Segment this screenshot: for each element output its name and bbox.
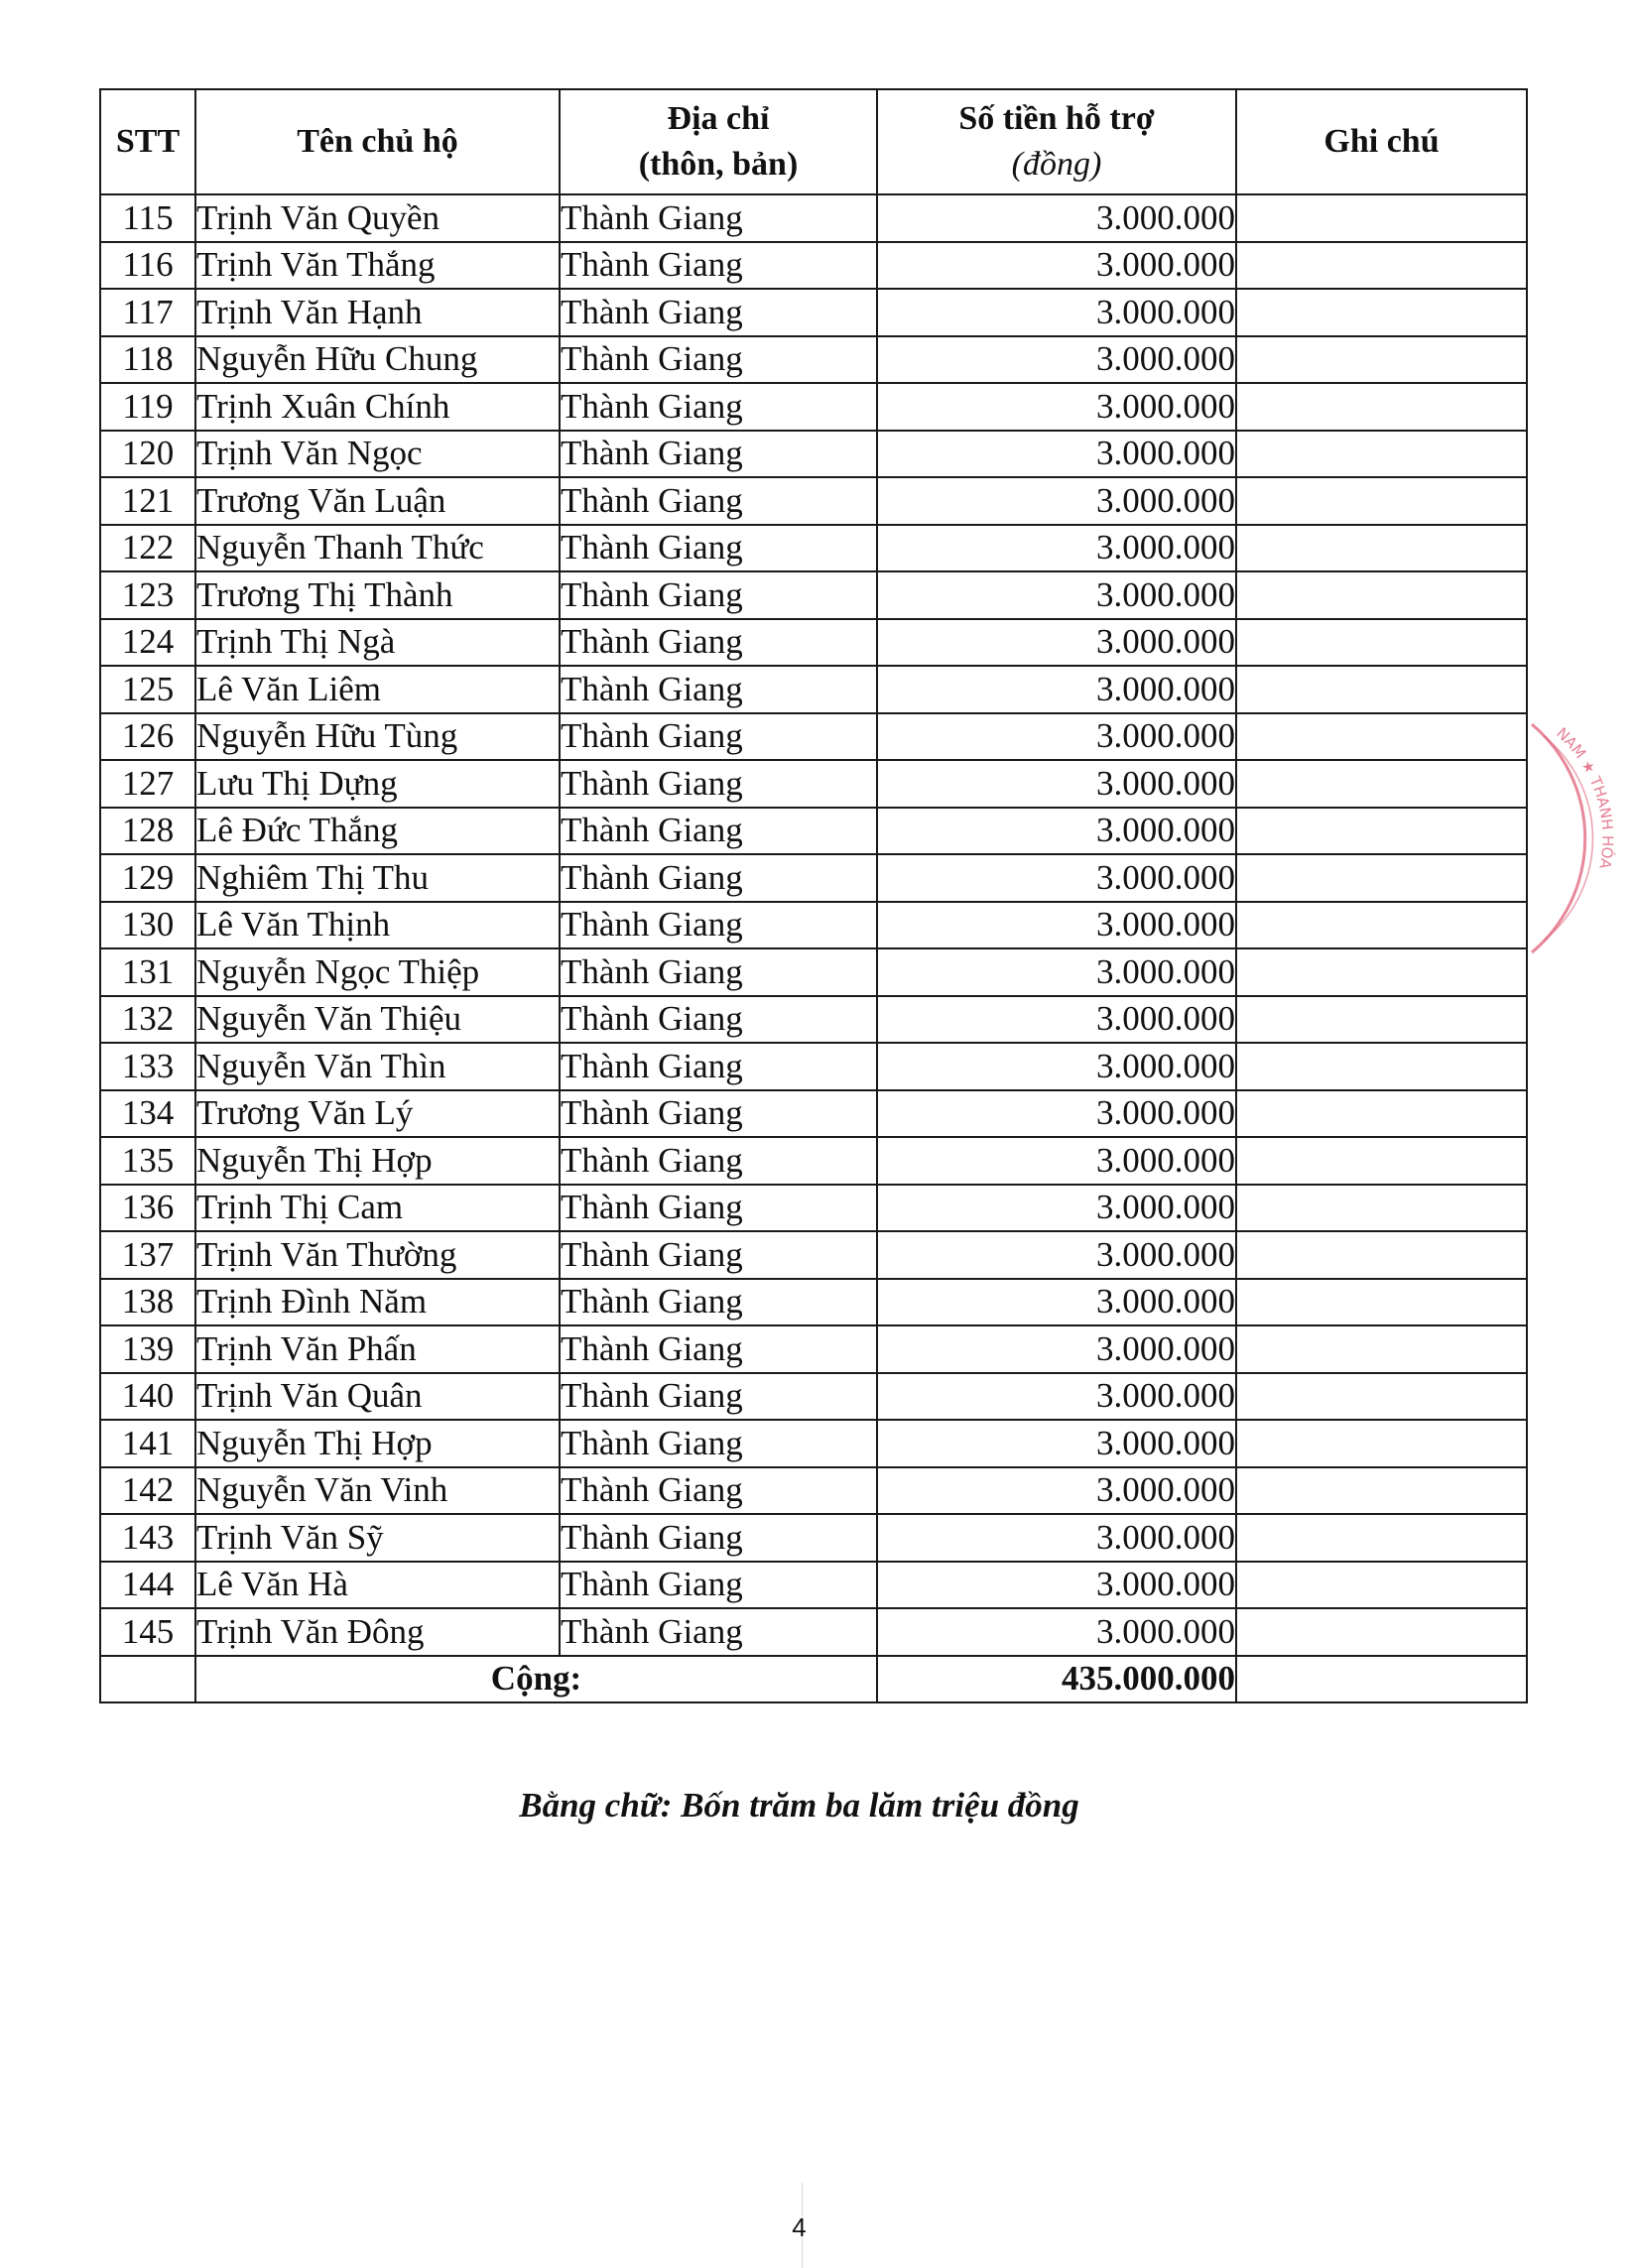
table-row bbox=[100, 477, 1527, 525]
row-household-name: Nguyễn Văn Vinh bbox=[195, 1467, 560, 1515]
row-amount: 3.000.000 bbox=[877, 1514, 1236, 1562]
row-household-name: Trịnh Thị Ngà bbox=[195, 619, 560, 667]
table-row bbox=[100, 1420, 1527, 1467]
row-note bbox=[1236, 1279, 1527, 1326]
row-address: Thành Giang bbox=[560, 1514, 877, 1562]
row-stt: 140 bbox=[100, 1373, 195, 1421]
row-amount: 3.000.000 bbox=[877, 760, 1236, 808]
header-address-line1: Địa chỉ bbox=[667, 100, 770, 137]
header-note: Ghi chú bbox=[1236, 89, 1527, 194]
row-stt: 118 bbox=[100, 336, 195, 384]
row-address: Thành Giang bbox=[560, 1467, 877, 1515]
household-support-table bbox=[99, 88, 1528, 1703]
row-household-name: Nghiêm Thị Thu bbox=[195, 854, 560, 902]
row-stt: 134 bbox=[100, 1090, 195, 1138]
row-note bbox=[1236, 996, 1527, 1044]
row-amount: 3.000.000 bbox=[877, 336, 1236, 384]
row-note bbox=[1236, 1137, 1527, 1185]
row-amount: 3.000.000 bbox=[877, 477, 1236, 525]
row-household-name: Trương Văn Lý bbox=[195, 1090, 560, 1138]
table-header-row bbox=[100, 89, 1527, 194]
table-row bbox=[100, 194, 1527, 242]
red-seal-stamp bbox=[1526, 714, 1635, 962]
header-stt: STT bbox=[100, 89, 195, 194]
row-note bbox=[1236, 1467, 1527, 1515]
row-household-name: Lê Văn Thịnh bbox=[195, 902, 560, 949]
row-amount: 3.000.000 bbox=[877, 713, 1236, 761]
row-note bbox=[1236, 1185, 1527, 1232]
row-amount: 3.000.000 bbox=[877, 525, 1236, 572]
row-address: Thành Giang bbox=[560, 383, 877, 431]
row-address: Thành Giang bbox=[560, 666, 877, 713]
row-address: Thành Giang bbox=[560, 1043, 877, 1090]
row-stt: 119 bbox=[100, 383, 195, 431]
row-amount: 3.000.000 bbox=[877, 383, 1236, 431]
row-amount: 3.000.000 bbox=[877, 1608, 1236, 1656]
row-address: Thành Giang bbox=[560, 1608, 877, 1656]
row-amount: 3.000.000 bbox=[877, 1420, 1236, 1467]
row-stt: 116 bbox=[100, 242, 195, 290]
row-amount: 3.000.000 bbox=[877, 666, 1236, 713]
header-amount-line1: Số tiền hỗ trợ bbox=[958, 100, 1155, 137]
row-address: Thành Giang bbox=[560, 194, 877, 242]
row-stt: 125 bbox=[100, 666, 195, 713]
row-note bbox=[1236, 1562, 1527, 1609]
table-body bbox=[100, 194, 1527, 1702]
header-address-line2: (thôn, bản) bbox=[638, 146, 799, 183]
row-note bbox=[1236, 477, 1527, 525]
row-stt: 144 bbox=[100, 1562, 195, 1609]
row-stt: 143 bbox=[100, 1514, 195, 1562]
row-household-name: Nguyễn Thị Hợp bbox=[195, 1420, 560, 1467]
row-household-name: Trịnh Đình Năm bbox=[195, 1279, 560, 1326]
row-household-name: Trịnh Văn Hạnh bbox=[195, 289, 560, 336]
row-amount: 3.000.000 bbox=[877, 242, 1236, 290]
table-row bbox=[100, 713, 1527, 761]
header-address bbox=[560, 89, 877, 194]
row-stt: 138 bbox=[100, 1279, 195, 1326]
row-household-name: Nguyễn Hữu Tùng bbox=[195, 713, 560, 761]
table-row bbox=[100, 336, 1527, 384]
header-amount bbox=[877, 89, 1236, 194]
row-address: Thành Giang bbox=[560, 525, 877, 572]
row-note bbox=[1236, 760, 1527, 808]
row-amount: 3.000.000 bbox=[877, 854, 1236, 902]
row-address: Thành Giang bbox=[560, 902, 877, 949]
table-row bbox=[100, 1185, 1527, 1232]
total-row bbox=[100, 1656, 1527, 1703]
row-household-name: Trịnh Văn Thường bbox=[195, 1231, 560, 1279]
row-amount: 3.000.000 bbox=[877, 194, 1236, 242]
row-stt: 130 bbox=[100, 902, 195, 949]
row-stt: 123 bbox=[100, 571, 195, 619]
row-household-name: Trịnh Văn Thắng bbox=[195, 242, 560, 290]
row-address: Thành Giang bbox=[560, 289, 877, 336]
row-address: Thành Giang bbox=[560, 242, 877, 290]
total-stt-cell bbox=[100, 1656, 195, 1703]
row-address: Thành Giang bbox=[560, 1231, 877, 1279]
row-address: Thành Giang bbox=[560, 619, 877, 667]
row-address: Thành Giang bbox=[560, 713, 877, 761]
row-note bbox=[1236, 1325, 1527, 1373]
row-stt: 124 bbox=[100, 619, 195, 667]
row-stt: 127 bbox=[100, 760, 195, 808]
row-amount: 3.000.000 bbox=[877, 902, 1236, 949]
table-row bbox=[100, 1562, 1527, 1609]
row-household-name: Trịnh Văn Đông bbox=[195, 1608, 560, 1656]
row-amount: 3.000.000 bbox=[877, 431, 1236, 478]
table-row bbox=[100, 1514, 1527, 1562]
row-note bbox=[1236, 1231, 1527, 1279]
row-stt: 129 bbox=[100, 854, 195, 902]
row-amount: 3.000.000 bbox=[877, 1090, 1236, 1138]
row-amount: 3.000.000 bbox=[877, 1185, 1236, 1232]
row-household-name: Nguyễn Hữu Chung bbox=[195, 336, 560, 384]
row-amount: 3.000.000 bbox=[877, 808, 1236, 855]
row-amount: 3.000.000 bbox=[877, 1231, 1236, 1279]
row-note bbox=[1236, 1090, 1527, 1138]
row-address: Thành Giang bbox=[560, 996, 877, 1044]
table-row bbox=[100, 525, 1527, 572]
total-note-cell bbox=[1236, 1656, 1527, 1703]
total-label: Cộng: bbox=[195, 1656, 877, 1703]
row-note bbox=[1236, 336, 1527, 384]
row-note bbox=[1236, 431, 1527, 478]
row-household-name: Trịnh Văn Sỹ bbox=[195, 1514, 560, 1562]
table-row bbox=[100, 383, 1527, 431]
table-row bbox=[100, 948, 1527, 996]
row-note bbox=[1236, 1043, 1527, 1090]
row-note bbox=[1236, 808, 1527, 855]
row-note bbox=[1236, 1514, 1527, 1562]
row-address: Thành Giang bbox=[560, 1137, 877, 1185]
row-stt: 132 bbox=[100, 996, 195, 1044]
row-household-name: Trịnh Văn Quân bbox=[195, 1373, 560, 1421]
row-stt: 120 bbox=[100, 431, 195, 478]
table-row bbox=[100, 1043, 1527, 1090]
table-row bbox=[100, 1325, 1527, 1373]
row-stt: 126 bbox=[100, 713, 195, 761]
row-amount: 3.000.000 bbox=[877, 1562, 1236, 1609]
row-note bbox=[1236, 383, 1527, 431]
seal-text: NAM ★ THANH HÓA bbox=[1553, 723, 1617, 871]
row-address: Thành Giang bbox=[560, 1373, 877, 1421]
row-stt: 142 bbox=[100, 1467, 195, 1515]
row-household-name: Nguyễn Thanh Thức bbox=[195, 525, 560, 572]
row-stt: 141 bbox=[100, 1420, 195, 1467]
row-note bbox=[1236, 194, 1527, 242]
row-note bbox=[1236, 242, 1527, 290]
row-amount: 3.000.000 bbox=[877, 948, 1236, 996]
row-note bbox=[1236, 289, 1527, 336]
table-row bbox=[100, 1231, 1527, 1279]
row-note bbox=[1236, 713, 1527, 761]
row-note bbox=[1236, 948, 1527, 996]
row-stt: 136 bbox=[100, 1185, 195, 1232]
row-household-name: Trịnh Văn Phấn bbox=[195, 1325, 560, 1373]
row-stt: 121 bbox=[100, 477, 195, 525]
row-note bbox=[1236, 666, 1527, 713]
header-amount-line2: (đồng) bbox=[1011, 146, 1102, 183]
row-address: Thành Giang bbox=[560, 571, 877, 619]
row-address: Thành Giang bbox=[560, 760, 877, 808]
row-household-name: Lê Văn Liêm bbox=[195, 666, 560, 713]
header-name: Tên chủ hộ bbox=[195, 89, 560, 194]
row-note bbox=[1236, 525, 1527, 572]
page-number: 4 bbox=[792, 2212, 807, 2242]
row-stt: 139 bbox=[100, 1325, 195, 1373]
row-address: Thành Giang bbox=[560, 808, 877, 855]
row-note bbox=[1236, 902, 1527, 949]
row-stt: 135 bbox=[100, 1137, 195, 1185]
row-stt: 115 bbox=[100, 194, 195, 242]
row-amount: 3.000.000 bbox=[877, 1467, 1236, 1515]
table-row bbox=[100, 760, 1527, 808]
row-address: Thành Giang bbox=[560, 336, 877, 384]
row-amount: 3.000.000 bbox=[877, 1373, 1236, 1421]
row-household-name: Nguyễn Ngọc Thiệp bbox=[195, 948, 560, 996]
row-household-name: Nguyễn Văn Thiệu bbox=[195, 996, 560, 1044]
row-household-name: Lưu Thị Dựng bbox=[195, 760, 560, 808]
row-household-name: Trịnh Văn Ngọc bbox=[195, 431, 560, 478]
row-address: Thành Giang bbox=[560, 854, 877, 902]
row-address: Thành Giang bbox=[560, 948, 877, 996]
row-amount: 3.000.000 bbox=[877, 289, 1236, 336]
row-amount: 3.000.000 bbox=[877, 1043, 1236, 1090]
table-row bbox=[100, 808, 1527, 855]
row-household-name: Nguyễn Văn Thìn bbox=[195, 1043, 560, 1090]
table-row bbox=[100, 666, 1527, 713]
row-note bbox=[1236, 571, 1527, 619]
row-household-name: Trịnh Thị Cam bbox=[195, 1185, 560, 1232]
row-address: Thành Giang bbox=[560, 1279, 877, 1326]
row-household-name: Trương Văn Luận bbox=[195, 477, 560, 525]
row-household-name: Lê Đức Thắng bbox=[195, 808, 560, 855]
table-row bbox=[100, 289, 1527, 336]
table-row bbox=[100, 571, 1527, 619]
total-amount: 435.000.000 bbox=[877, 1656, 1236, 1703]
table-row bbox=[100, 1279, 1527, 1326]
row-household-name: Lê Văn Hà bbox=[195, 1562, 560, 1609]
table-row bbox=[100, 1373, 1527, 1421]
row-address: Thành Giang bbox=[560, 1420, 877, 1467]
row-note bbox=[1236, 854, 1527, 902]
row-stt: 131 bbox=[100, 948, 195, 996]
row-amount: 3.000.000 bbox=[877, 996, 1236, 1044]
table-row bbox=[100, 854, 1527, 902]
amount-in-words: Bằng chữ: Bốn trăm ba lăm triệu đồng bbox=[519, 1786, 1079, 1825]
table-row bbox=[100, 619, 1527, 667]
row-address: Thành Giang bbox=[560, 1562, 877, 1609]
row-household-name: Trịnh Văn Quyền bbox=[195, 194, 560, 242]
table-row bbox=[100, 1467, 1527, 1515]
row-amount: 3.000.000 bbox=[877, 1325, 1236, 1373]
row-stt: 128 bbox=[100, 808, 195, 855]
table-row bbox=[100, 1090, 1527, 1138]
table-row bbox=[100, 1137, 1527, 1185]
row-stt: 133 bbox=[100, 1043, 195, 1090]
table-row bbox=[100, 996, 1527, 1044]
row-address: Thành Giang bbox=[560, 1090, 877, 1138]
row-stt: 117 bbox=[100, 289, 195, 336]
row-note bbox=[1236, 1608, 1527, 1656]
row-note bbox=[1236, 619, 1527, 667]
row-address: Thành Giang bbox=[560, 1185, 877, 1232]
row-amount: 3.000.000 bbox=[877, 571, 1236, 619]
row-address: Thành Giang bbox=[560, 431, 877, 478]
row-stt: 137 bbox=[100, 1231, 195, 1279]
table-row bbox=[100, 431, 1527, 478]
row-household-name: Nguyễn Thị Hợp bbox=[195, 1137, 560, 1185]
row-stt: 145 bbox=[100, 1608, 195, 1656]
table-row bbox=[100, 902, 1527, 949]
row-note bbox=[1236, 1420, 1527, 1467]
row-amount: 3.000.000 bbox=[877, 1137, 1236, 1185]
row-address: Thành Giang bbox=[560, 477, 877, 525]
table-row bbox=[100, 1608, 1527, 1656]
table-row bbox=[100, 242, 1527, 290]
row-amount: 3.000.000 bbox=[877, 1279, 1236, 1326]
row-note bbox=[1236, 1373, 1527, 1421]
row-address: Thành Giang bbox=[560, 1325, 877, 1373]
row-amount: 3.000.000 bbox=[877, 619, 1236, 667]
row-household-name: Trịnh Xuân Chính bbox=[195, 383, 560, 431]
row-household-name: Trương Thị Thành bbox=[195, 571, 560, 619]
row-stt: 122 bbox=[100, 525, 195, 572]
